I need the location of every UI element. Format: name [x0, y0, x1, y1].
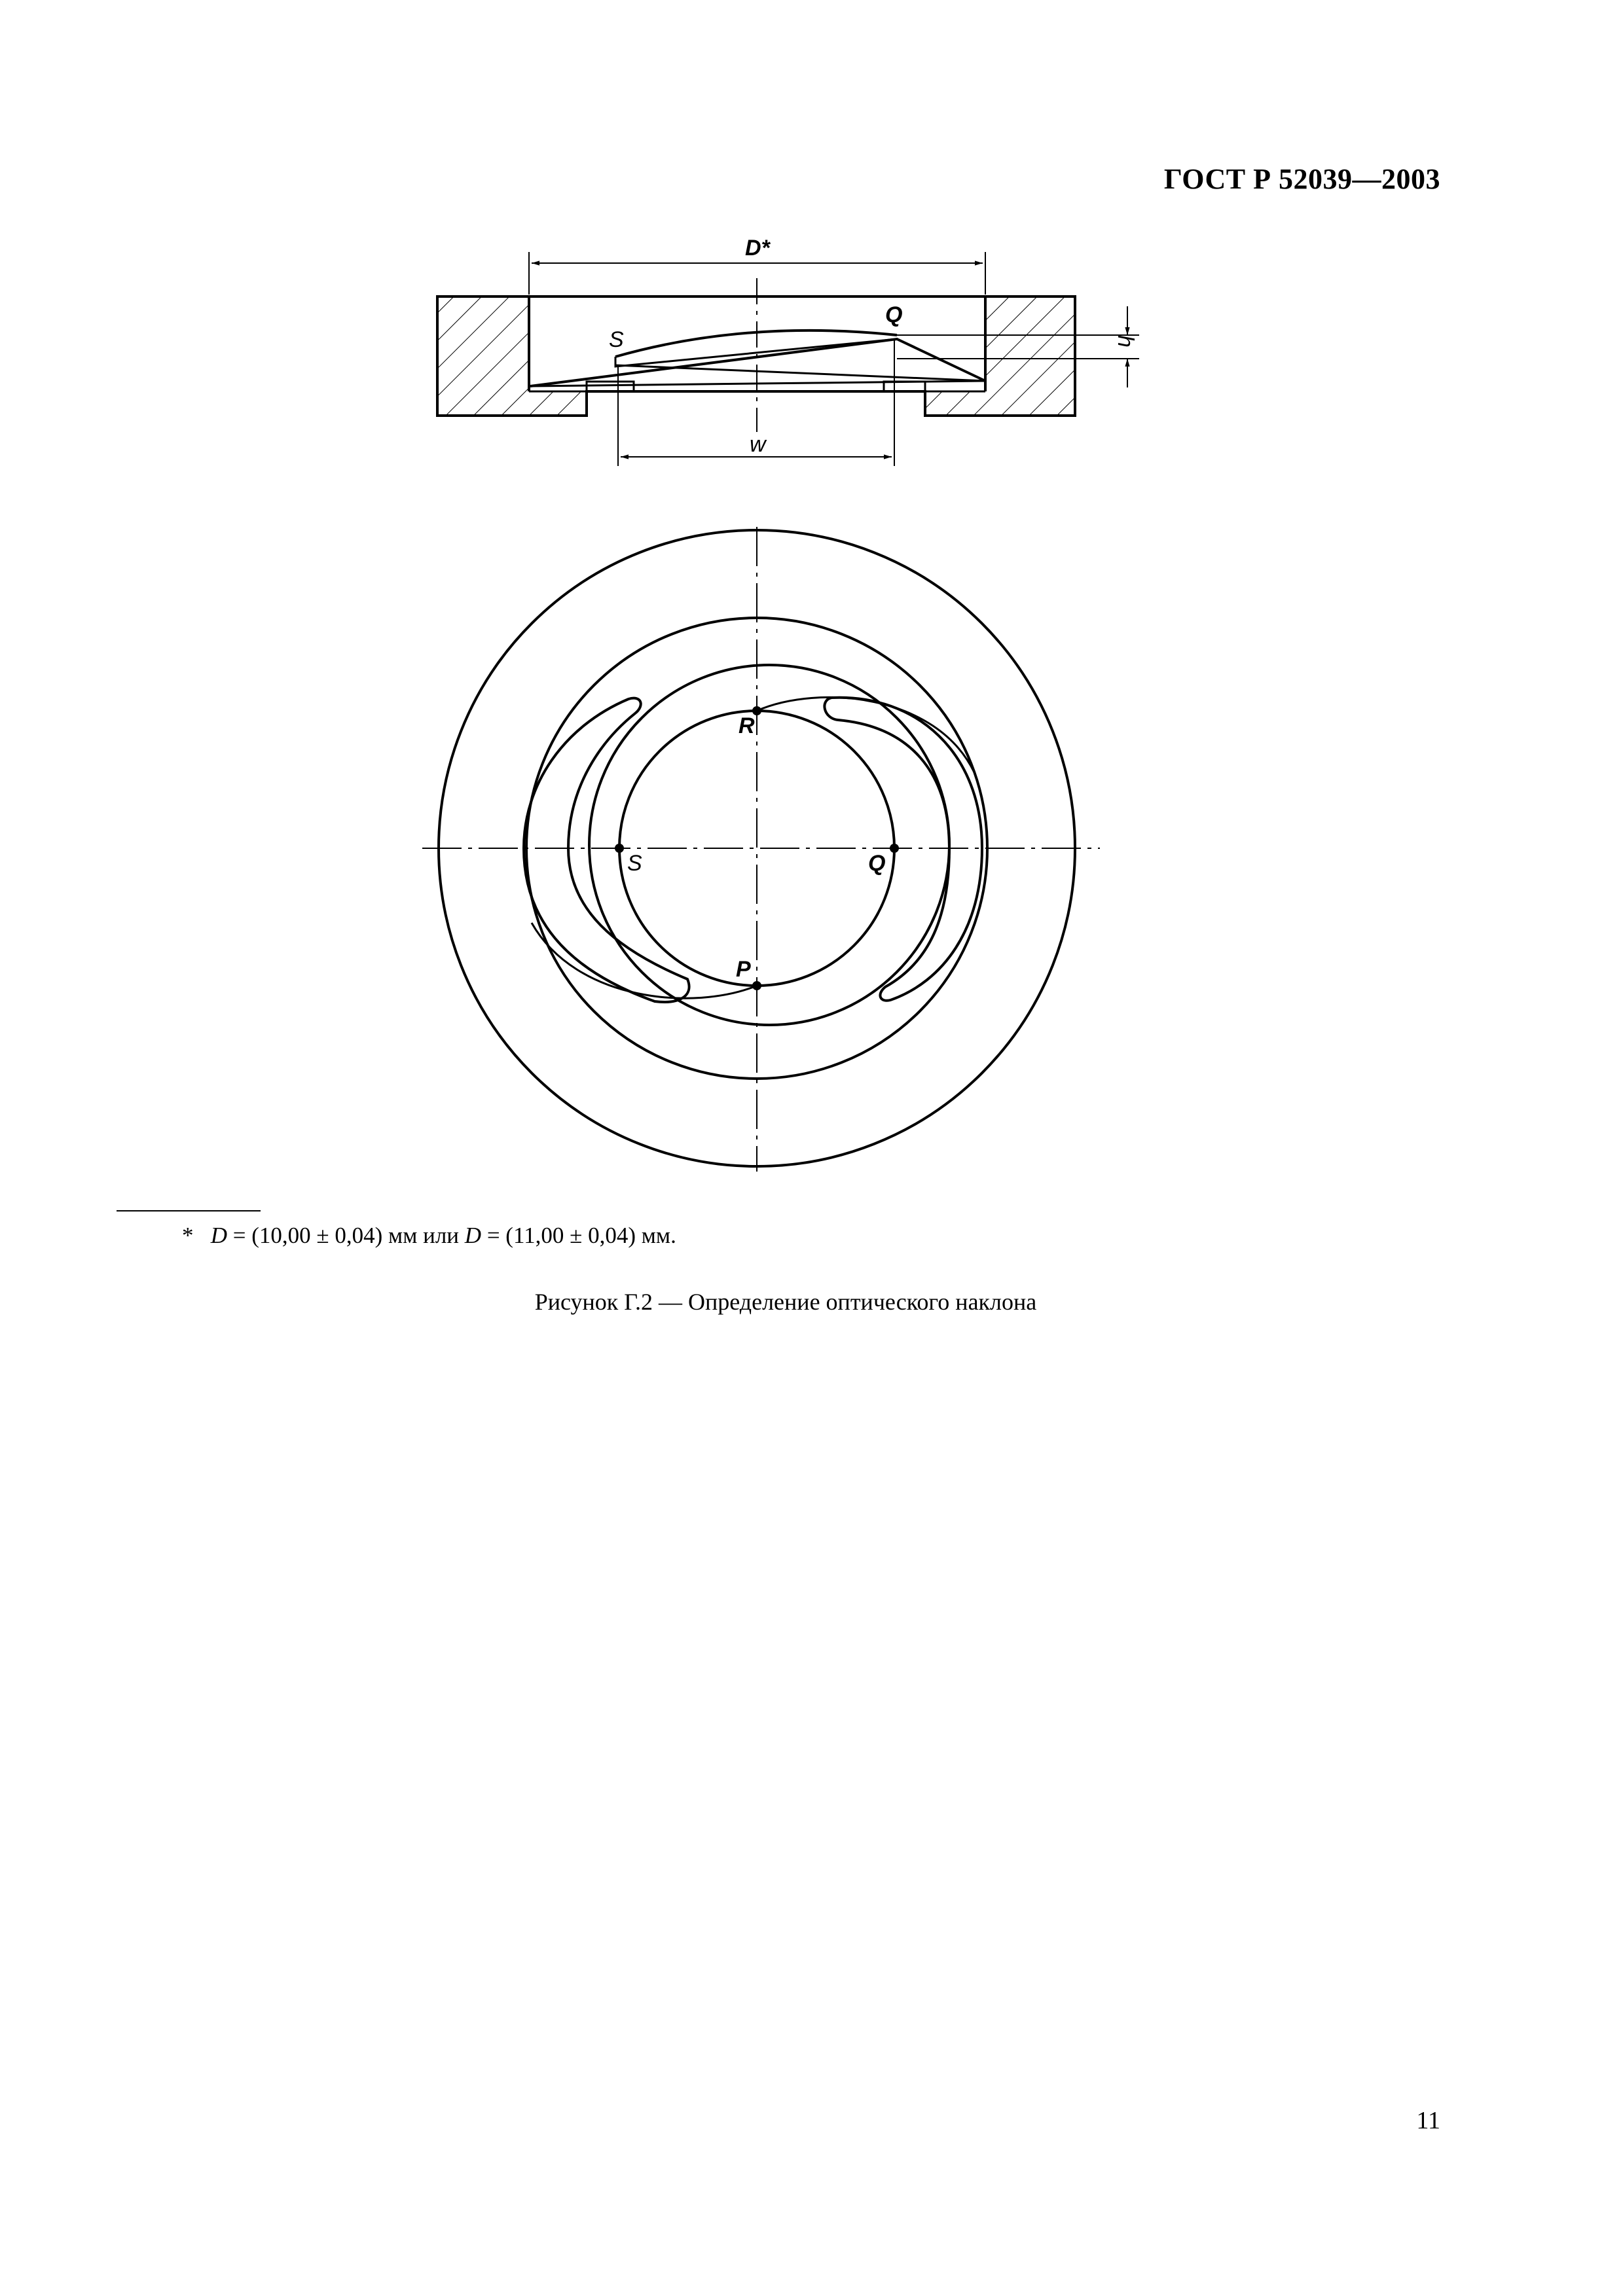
width-label: w [750, 432, 766, 457]
point-q-marker [890, 844, 899, 853]
right-crescent [824, 698, 982, 1001]
point-p-marker [752, 981, 761, 990]
right-wall-hatch [926, 298, 1074, 414]
footnote-marker: * [182, 1223, 194, 1248]
section-s-label: S [609, 327, 624, 352]
footnote-d2-symbol: D [464, 1223, 482, 1248]
plan-r-label: R [739, 713, 755, 738]
left-wall-hatch [439, 298, 585, 414]
footnote-d1-value: = (10,00 ± 0,04) мм [232, 1223, 418, 1248]
figure-caption: Рисунок Г.2 — Определение оптического наклона [534, 1289, 1037, 1315]
height-label: h [1113, 335, 1138, 348]
section-view [437, 252, 1139, 466]
point-s-marker [615, 844, 624, 853]
plan-view [422, 527, 1100, 1172]
footnote-connector: или [423, 1223, 460, 1248]
section-q-label: Q [885, 302, 903, 327]
diameter-label: D* [745, 236, 770, 260]
page-number: 11 [1416, 2107, 1440, 2134]
footnote-separator [117, 1210, 261, 1211]
footnote [182, 1223, 676, 1249]
document-code-header: ГОСТ Р 52039—2003 [1163, 163, 1440, 195]
footnote-d2-value: = (11,00 ± 0,04) мм. [486, 1223, 676, 1248]
lens-section [530, 339, 985, 386]
plan-p-label: P [736, 957, 751, 982]
footnote-d1-symbol: D [210, 1223, 228, 1248]
left-crescent [524, 698, 689, 1002]
plan-q-label: Q [868, 851, 886, 876]
plan-s-label: S [627, 851, 642, 876]
